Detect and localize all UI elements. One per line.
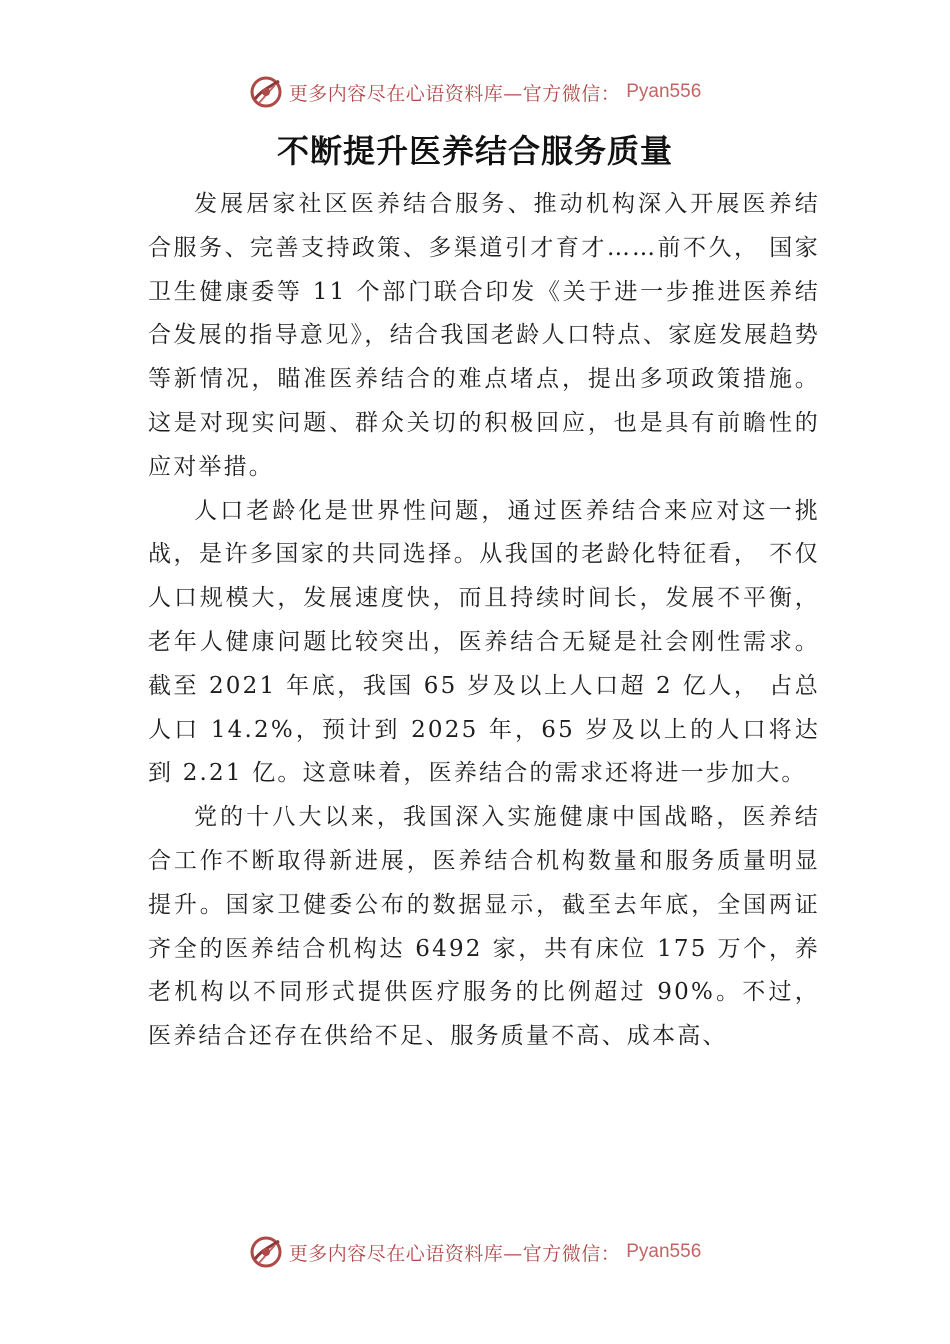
watermark-logo-icon: [249, 1235, 283, 1269]
document-body: [148, 183, 820, 1059]
body-paragraph: 党的十八大以来，我国深入实施健康中国战略，医养结合工作不断取得新进展，医养结合机构数量和服务质量明显提升。国家卫健委公布的数据显示，截至去年底，全国两证齐全的医养结合机构达 6492 家，共有床位 175 万个，养老机构以不同形式提供医疗服务的比例超过 90%。不过，医养结合还存在供给不足、服务质量不高、成本高、: [148, 804, 820, 1050]
header-watermark: [0, 72, 950, 112]
watermark-wechat-id: Pyan556: [626, 81, 702, 102]
body-paragraph: 人口老龄化是世界性问题，通过医养结合来应对这一挑战，是许多国家的共同选择。从我国的老龄化特征看， 不仅人口规模大，发展速度快，而且持续时间长，发展不平衡，老年人健康问题比较突出，医养结合无疑是社会刚性需求。截至 2021 年底，我国 65 岁及以上人口超 2 亿人， 占总人口 14.2%，预计到 2025 年，65 岁及以上的人口将达到 2.21 亿。这意味着，医养结合的需求还将进一步加大。: [148, 497, 820, 787]
watermark-text: 更多内容尽在心语资料库—官方微信：: [288, 82, 621, 105]
body-paragraph: 发展居家社区医养结合服务、推动机构深入开展医养结合服务、完善支持政策、多渠道引才育才……前不久， 国家卫生健康委等 11 个部门联合印发《关于进一步推进医养结合发展的指导意见》，结合我国老龄人口特点、家庭发展趋势等新情况，瞄准医养结合的难点堵点，提出多项政策措施。这是对现实问题、群众关切的积极回应，也是具有前瞻性的应对举措。: [148, 191, 820, 480]
watermark-wechat-id: Pyan556: [626, 1241, 702, 1262]
document-title: 不断提升医养结合服务质量: [276, 132, 673, 170]
watermark-logo-icon: [249, 75, 283, 109]
watermark-text: 更多内容尽在心语资料库—官方微信：: [288, 1242, 621, 1265]
footer-watermark: [0, 1232, 950, 1272]
